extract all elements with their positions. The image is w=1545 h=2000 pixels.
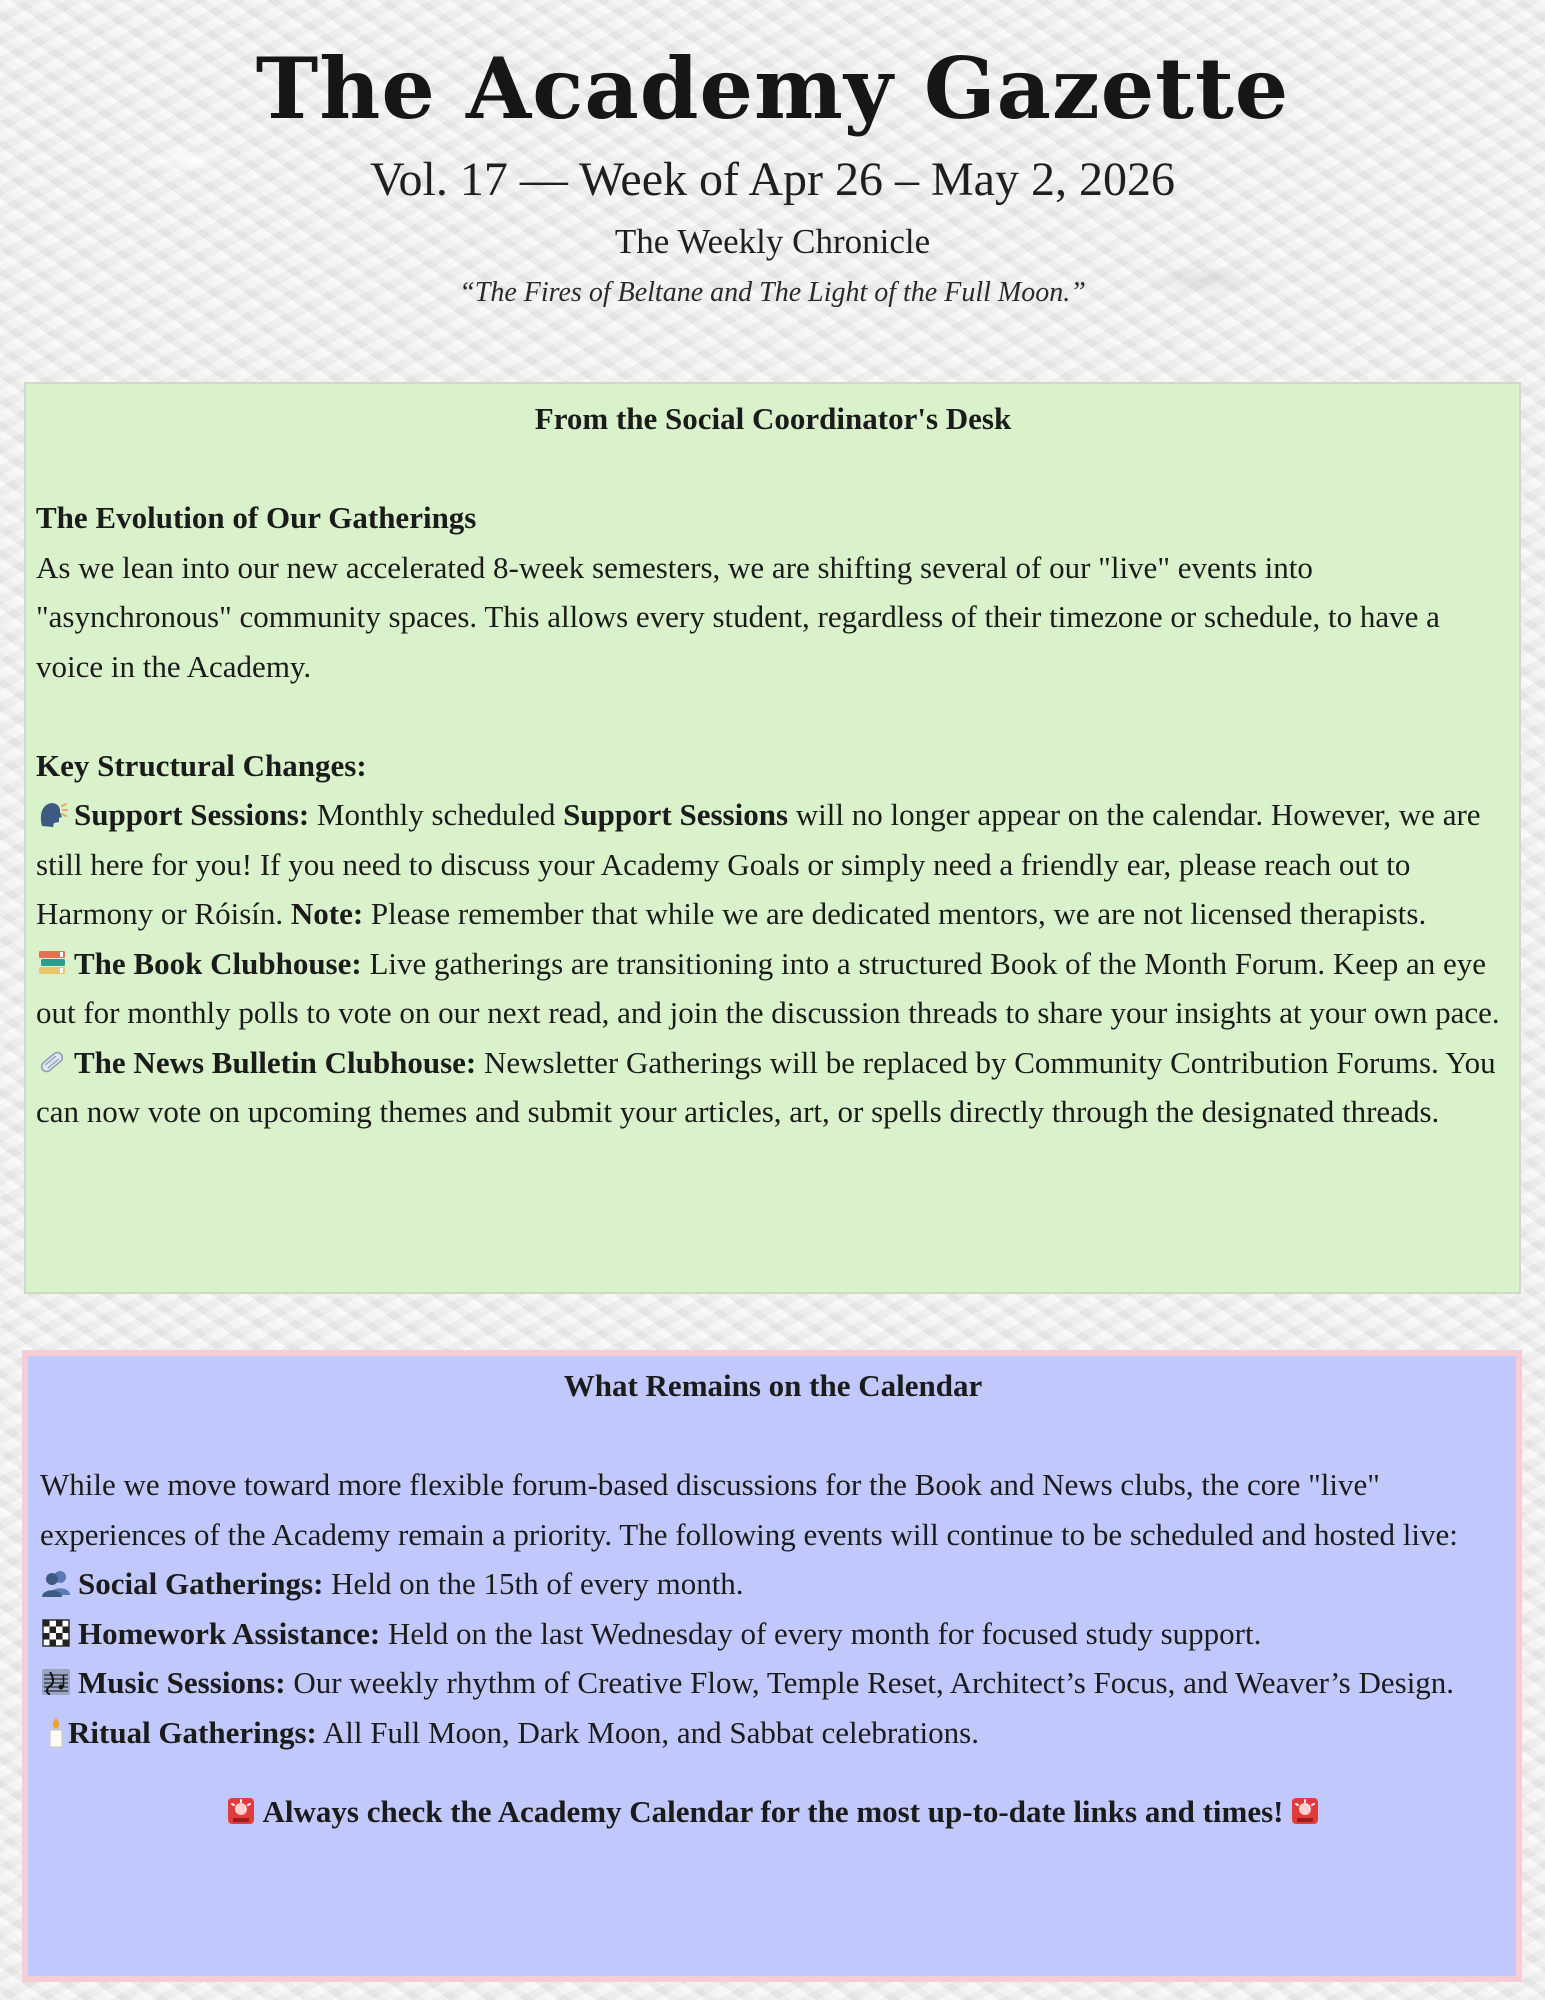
rotating-light-icon xyxy=(1289,1795,1321,1827)
calendar-reminder xyxy=(40,1787,1506,1837)
volume-line: Vol. 17 — Week of Apr 26 – May 2, 2026 xyxy=(370,153,1175,206)
musical-score-icon xyxy=(40,1666,72,1698)
calendar-item xyxy=(40,1708,1506,1758)
support-sessions-item xyxy=(36,790,1510,939)
support-sessions-text-a: Monthly scheduled xyxy=(309,797,564,832)
news-clubhouse-label: The News Bulletin Clubhouse: xyxy=(74,1044,477,1080)
support-sessions-label: Support Sessions: xyxy=(74,797,310,832)
evolution-heading: The Evolution of Our Gatherings xyxy=(36,500,477,535)
calendar-item-text: Held on the 15th of every month. xyxy=(323,1566,744,1601)
calendar-item-label: Ritual Gatherings: xyxy=(68,1714,317,1750)
calendar-heading: What Remains on the Calendar xyxy=(563,1368,983,1403)
checkered-flag-icon xyxy=(40,1617,72,1649)
note-label: Note: xyxy=(290,896,364,931)
evolution-paragraph: As we lean into our new accelerated 8-week semesters, we are shifting several of our "live" events into "asynchronous" community spaces. This allows every student, regardless of their timezone or schedule, to have a voice in the Academy. xyxy=(36,549,1440,684)
rolled-newspaper-icon xyxy=(36,1046,68,1078)
speaking-head-icon xyxy=(36,798,68,830)
calendar-item xyxy=(40,1559,1506,1609)
news-clubhouse-text: Newsletter Gatherings will be replaced by Community Contribution Forums. You can now vote on upcoming themes and submit your articles, art, or spells directly through the designated threads. xyxy=(36,1044,1496,1129)
calendar-intro: While we move toward more flexible forum-based discussions for the Book and News clubs, the core "live" experiences of the Academy remain a priority. The following events will continue to be scheduled and hosted live: xyxy=(40,1467,1458,1552)
newspaper-subtitle: The Weekly Chronicle xyxy=(614,222,931,261)
calendar-item-label: Music Sessions: xyxy=(78,1665,286,1700)
people-icon xyxy=(40,1567,72,1599)
rotating-light-icon xyxy=(225,1795,257,1827)
support-sessions-bold: Support Sessions xyxy=(563,797,789,832)
coordinator-panel xyxy=(24,382,1521,1294)
book-clubhouse-label: The Book Clubhouse: xyxy=(74,945,362,981)
news-clubhouse-item xyxy=(36,1038,1510,1137)
changes-heading: Key Structural Changes: xyxy=(36,747,367,783)
candle-icon xyxy=(40,1716,66,1748)
calendar-item xyxy=(40,1658,1506,1708)
calendar-item-text: All Full Moon, Dark Moon, and Sabbat celebrations. xyxy=(316,1714,979,1750)
book-clubhouse-text: Live gatherings are transitioning into a structured Book of the Month Forum. Keep an eye out for monthly polls to vote on our next read, and join the discussion threads to share your insights at your own pace. xyxy=(36,945,1500,1030)
note-text: Please remember that while we are dedicated mentors, we are not licensed therapists. xyxy=(363,896,1427,931)
books-icon xyxy=(36,947,68,979)
newspaper-tagline: “The Fires of Beltane and The Light of the Full Moon.” xyxy=(459,277,1086,308)
calendar-reminder-text: Always check the Academy Calendar for the most up-to-date links and times! xyxy=(262,1794,1284,1829)
calendar-item-label: Social Gatherings: xyxy=(78,1566,324,1601)
calendar-item-text: Our weekly rhythm of Creative Flow, Temple Reset, Architect’s Focus, and Weaver’s Design. xyxy=(285,1665,1455,1700)
coordinator-heading: From the Social Coordinator's Desk xyxy=(534,401,1012,436)
book-clubhouse-item xyxy=(36,939,1510,1038)
calendar-item xyxy=(40,1609,1506,1659)
calendar-item-label: Homework Assistance: xyxy=(78,1615,381,1651)
support-sessions-text-c: will no longer appear on the calendar. However, we are still here for you! If you need to discuss your Academy Goals or simply need a friendly ear, please reach out to Harmony or Róisín. xyxy=(36,797,1481,931)
calendar-panel xyxy=(22,1350,1522,1982)
calendar-item-text: Held on the last Wednesday of every month for focused study support. xyxy=(380,1615,1262,1651)
newspaper-title: The Academy Gazette xyxy=(255,39,1290,138)
